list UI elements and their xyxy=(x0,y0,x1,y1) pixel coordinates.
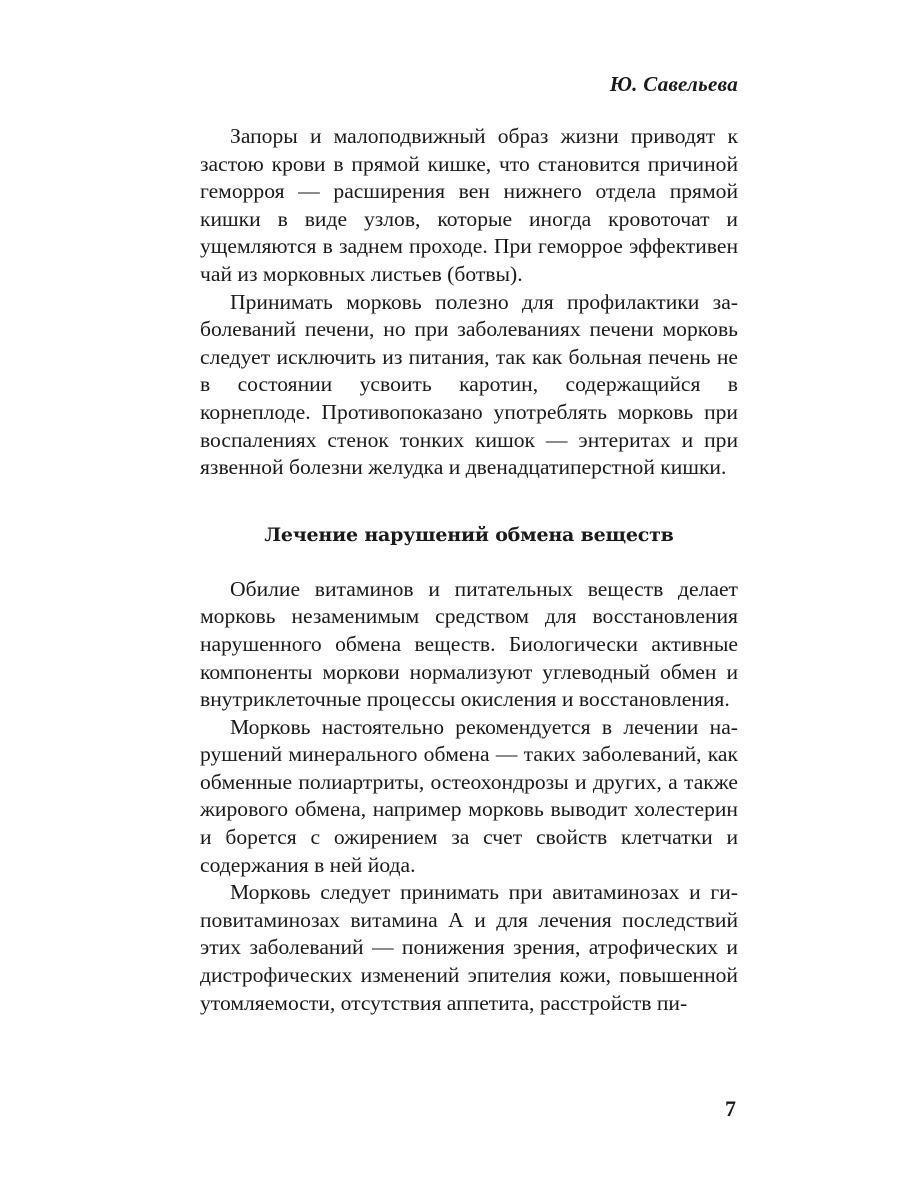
paragraph-liver: Принимать морковь полезно для профилактики заболеваний печени, но при заболеваниях печени морковь следует исключить из питания, так как больная печень не в состоянии усвоить каротин, содержащийся в корнеплоде. Противопоказано употреблять морковь при воспалениях стенок тонких кишок — энтеритах и при язвенной болезни желудка и двенадцатиперстной кишки. xyxy=(200,289,738,480)
paragraph-avitaminosis: Морковь следует принимать при авитаминозах и гиповитаминозах витамина А и для лечения последствий этих заболеваний — понижения зрения, атрофических и дистрофических изменений эпителия кожи, повышенной утомляемости, отсутствия аппетита, расстройств пи- xyxy=(200,880,738,1015)
paragraph-vitamins: Обилие витаминов и питательных веществ делает морковь незаменимым средством для восстановления нарушенного обмена веществ. Биологически активные компоненты моркови нормализуют углеводный обмен и внутриклеточные процессы окисления и восстановления. xyxy=(200,576,738,712)
running-head: Ю. Савельева xyxy=(609,72,738,96)
section-heading: Лечение нарушений обмена веществ xyxy=(264,523,674,546)
page-number: 7 xyxy=(725,1096,736,1121)
paragraph-mineral-metabolism: Морковь настоятельно рекомендуется в лечении нарушений минерального обмена — таких заболеваний, как обменные полиартриты, остеохондрозы и других, а также жирового обмена, например морковь выводит холестерин и борется с ожирением за счет свойств клетчатки и содержания в ней йода. xyxy=(200,714,738,877)
paragraph-hemorrhoids: Запоры и малоподвижный образ жизни приводят к застою крови в прямой кишке, что становится причиной геморроя — расширения вен нижнего отдела прямой кишки в виде узлов, которые иногда кровоточат и ущемляются в заднем проходе. При геморрое эффективен чай из морковных листьев (ботвы). xyxy=(200,124,738,286)
page-body xyxy=(200,123,738,1017)
